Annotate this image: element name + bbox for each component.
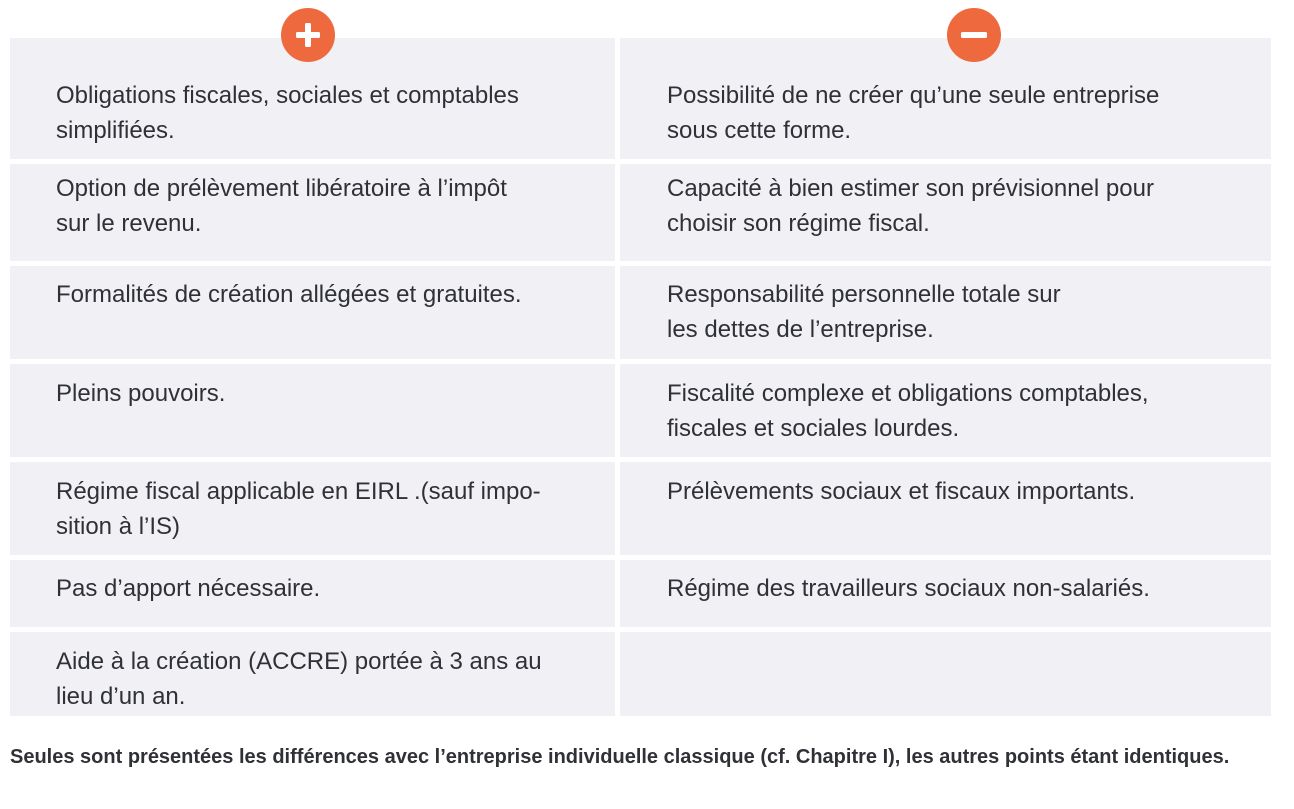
table-row	[10, 462, 1271, 555]
table-row	[10, 38, 1271, 159]
table-row	[10, 632, 1271, 716]
advantage-cell: Formalités de création allégées et gratuites.	[10, 266, 615, 359]
plus-icon	[281, 8, 335, 62]
advantage-cell: Aide à la création (ACCRE) portée à 3 ans au lieu d’un an.	[10, 632, 615, 716]
disadvantage-cell: Prélèvements sociaux et fiscaux importants.	[620, 462, 1271, 555]
disadvantage-cell: Fiscalité complexe et obligations comptables, fiscales et sociales lourdes.	[620, 364, 1271, 457]
table-row	[10, 364, 1271, 457]
table-row	[10, 164, 1271, 261]
advantage-cell: Pleins pouvoirs.	[10, 364, 615, 457]
table-row	[10, 266, 1271, 359]
footnote: Seules sont présentées les différences avec l’entreprise individuelle classique (cf. Chapitre I), les autres points étant identiques.	[10, 746, 1230, 768]
advantage-cell: Obligations fiscales, sociales et comptables simplifiées.	[10, 38, 615, 159]
disadvantage-cell	[620, 632, 1271, 716]
disadvantage-cell: Responsabilité personnelle totale sur les dettes de l’entreprise.	[620, 266, 1271, 359]
table-row	[10, 560, 1271, 627]
disadvantage-cell: Régime des travailleurs sociaux non-salariés.	[620, 560, 1271, 627]
comparison-table	[10, 38, 1271, 721]
advantage-cell: Régime fiscal applicable en EIRL .(sauf impo- sition à l’IS)	[10, 462, 615, 555]
minus-icon	[947, 8, 1001, 62]
advantage-cell: Option de prélèvement libératoire à l’impôt sur le revenu.	[10, 164, 615, 261]
disadvantage-cell: Capacité à bien estimer son prévisionnel pour choisir son régime fiscal.	[620, 164, 1271, 261]
disadvantage-cell: Possibilité de ne créer qu’une seule entreprise sous cette forme.	[620, 38, 1271, 159]
advantage-cell: Pas d’apport nécessaire.	[10, 560, 615, 627]
